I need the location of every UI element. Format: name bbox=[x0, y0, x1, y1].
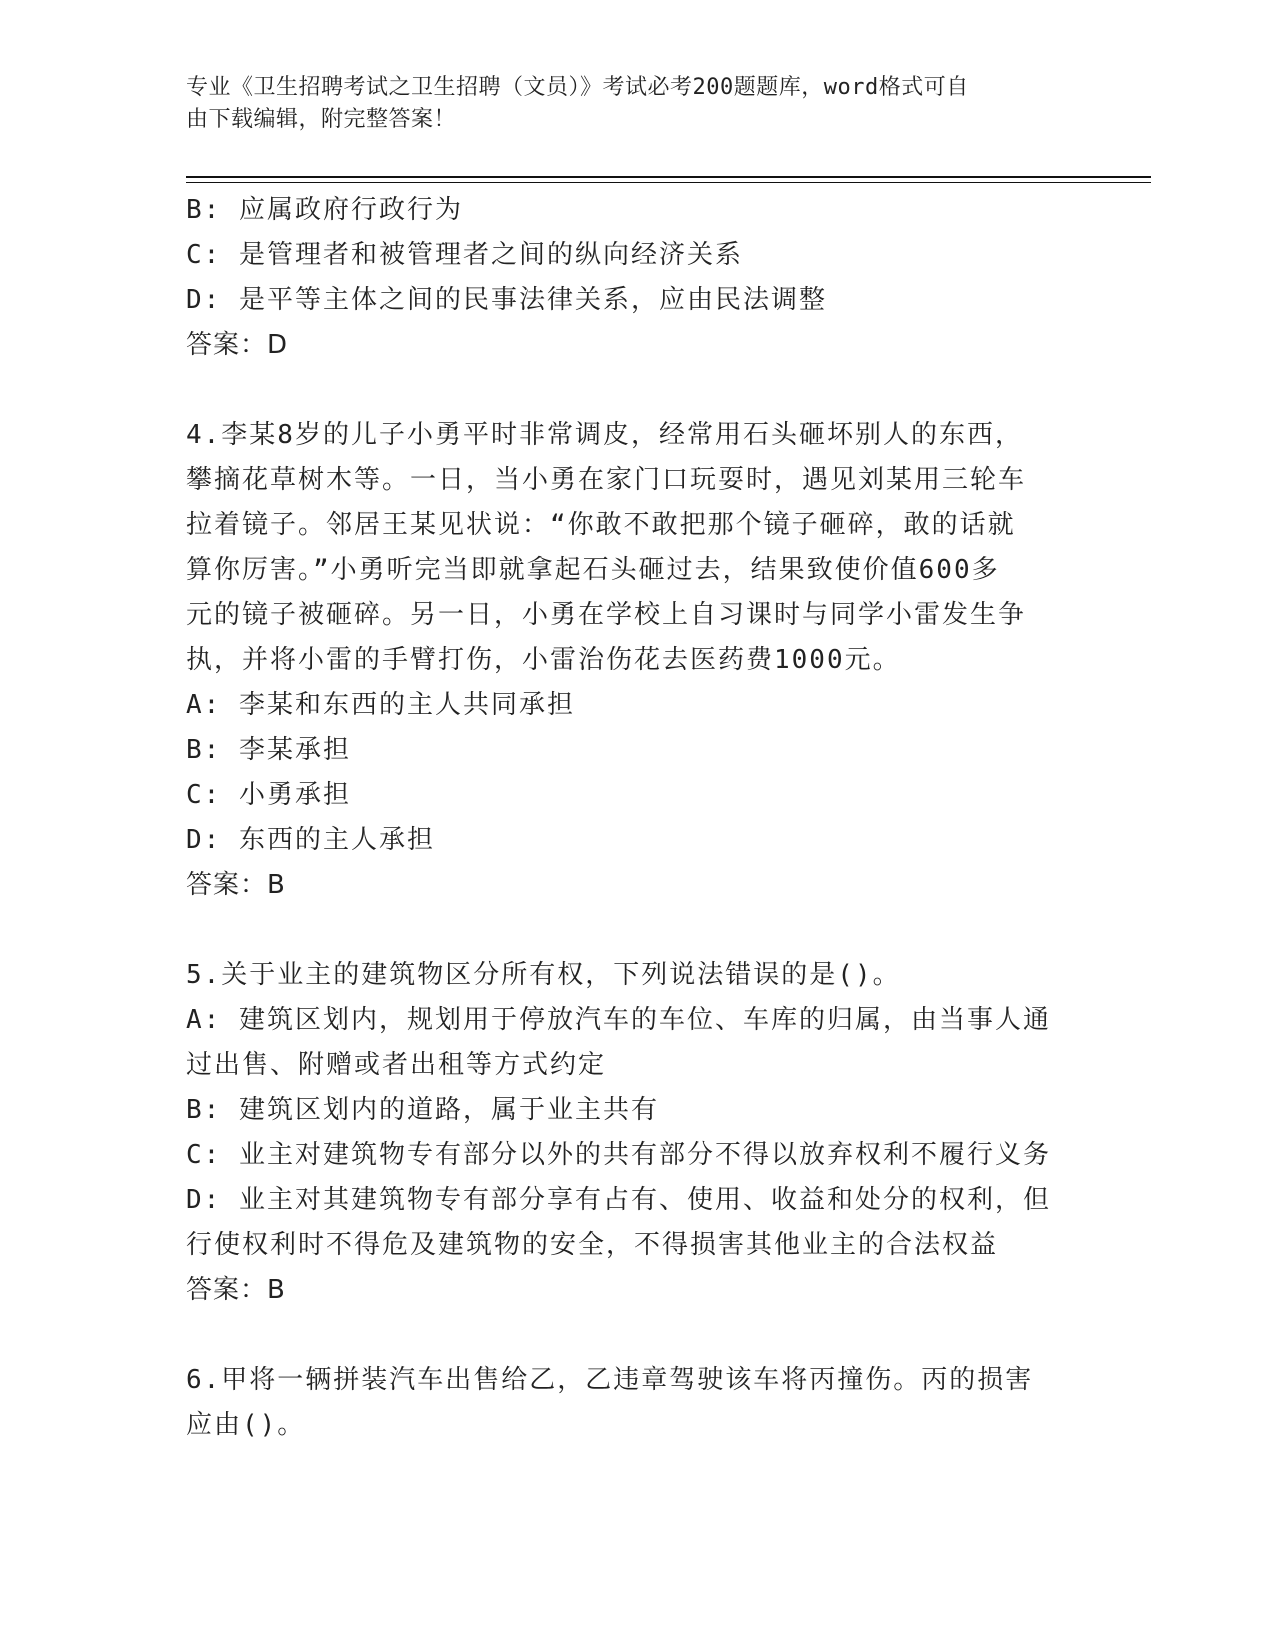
q4-answer: 答案：B bbox=[186, 870, 286, 900]
q3-option-c: C: 是管理者和被管理者之间的纵向经济关系 bbox=[186, 240, 743, 270]
q4-option-b: B: 李某承担 bbox=[186, 735, 351, 765]
q4-stem-line: 元的镜子被砸碎。另一日，小勇在学校上自习课时与同学小雷发生争 bbox=[186, 600, 1027, 630]
q5-option-a-line-2: 过出售、附赠或者出租等方式约定 bbox=[186, 1050, 607, 1080]
q4-stem-line: 4.李某8岁的儿子小勇平时非常调皮，经常用石头砸坏别人的东西， bbox=[186, 420, 1023, 450]
question-3 bbox=[186, 188, 1076, 368]
q6-stem-line-2: 应由()。 bbox=[186, 1410, 306, 1440]
spacer bbox=[186, 368, 1076, 413]
header-divider-thin bbox=[186, 182, 1151, 183]
q5-answer: 答案：B bbox=[186, 1275, 286, 1305]
q4-option-a: A: 李某和东西的主人共同承担 bbox=[186, 690, 575, 720]
q4-stem-line: 拉着镜子。邻居王某见状说：“你敢不敢把那个镜子砸碎，敢的话就 bbox=[186, 510, 1016, 540]
q4-stem-line: 算你厉害。”小勇听完当即就拿起石头砸过去，结果致使价值600多 bbox=[186, 555, 1000, 585]
question-content bbox=[186, 188, 1076, 1448]
document-header bbox=[186, 72, 1066, 136]
question-6 bbox=[186, 1358, 1076, 1448]
header-title-line-2: 由下载编辑，附完整答案！ bbox=[186, 107, 457, 132]
q5-option-c: C: 业主对建筑物专有部分以外的共有部分不得以放弃权利不履行义务 bbox=[186, 1140, 1051, 1170]
spacer bbox=[186, 1313, 1076, 1358]
q4-option-c: C: 小勇承担 bbox=[186, 780, 351, 810]
question-5 bbox=[186, 953, 1076, 1313]
q4-option-d: D: 东西的主人承担 bbox=[186, 825, 435, 855]
q3-answer: 答案：D bbox=[186, 330, 289, 360]
header-title-line-1: 专业《卫生招聘考试之卫生招聘（文员）》考试必考200题题库，word格式可自 bbox=[186, 75, 969, 100]
q5-option-d-line-1: D: 业主对其建筑物专有部分享有占有、使用、收益和处分的权利，但 bbox=[186, 1185, 1051, 1215]
q3-option-d: D: 是平等主体之间的民事法律关系，应由民法调整 bbox=[186, 285, 827, 315]
q4-stem-line: 攀摘花草树木等。一日，当小勇在家门口玩耍时，遇见刘某用三轮车 bbox=[186, 465, 1027, 495]
q3-option-b: B: 应属政府行政行为 bbox=[186, 195, 463, 225]
q5-option-a-line-1: A: 建筑区划内，规划用于停放汽车的车位、车库的归属，由当事人通 bbox=[186, 1005, 1051, 1035]
q4-stem-line: 执，并将小雷的手臂打伤，小雷治伤花去医药费1000元。 bbox=[186, 645, 901, 675]
q6-stem-line-1: 6.甲将一辆拼装汽车出售给乙，乙违章驾驶该车将丙撞伤。丙的损害 bbox=[186, 1365, 1034, 1395]
q5-option-d-line-2: 行使权利时不得危及建筑物的安全，不得损害其他业主的合法权益 bbox=[186, 1230, 999, 1260]
q5-stem: 5.关于业主的建筑物区分所有权，下列说法错误的是()。 bbox=[186, 960, 901, 990]
q5-option-b: B: 建筑区划内的道路，属于业主共有 bbox=[186, 1095, 659, 1125]
header-divider-thick bbox=[186, 176, 1151, 178]
spacer bbox=[186, 908, 1076, 953]
question-4 bbox=[186, 413, 1076, 908]
